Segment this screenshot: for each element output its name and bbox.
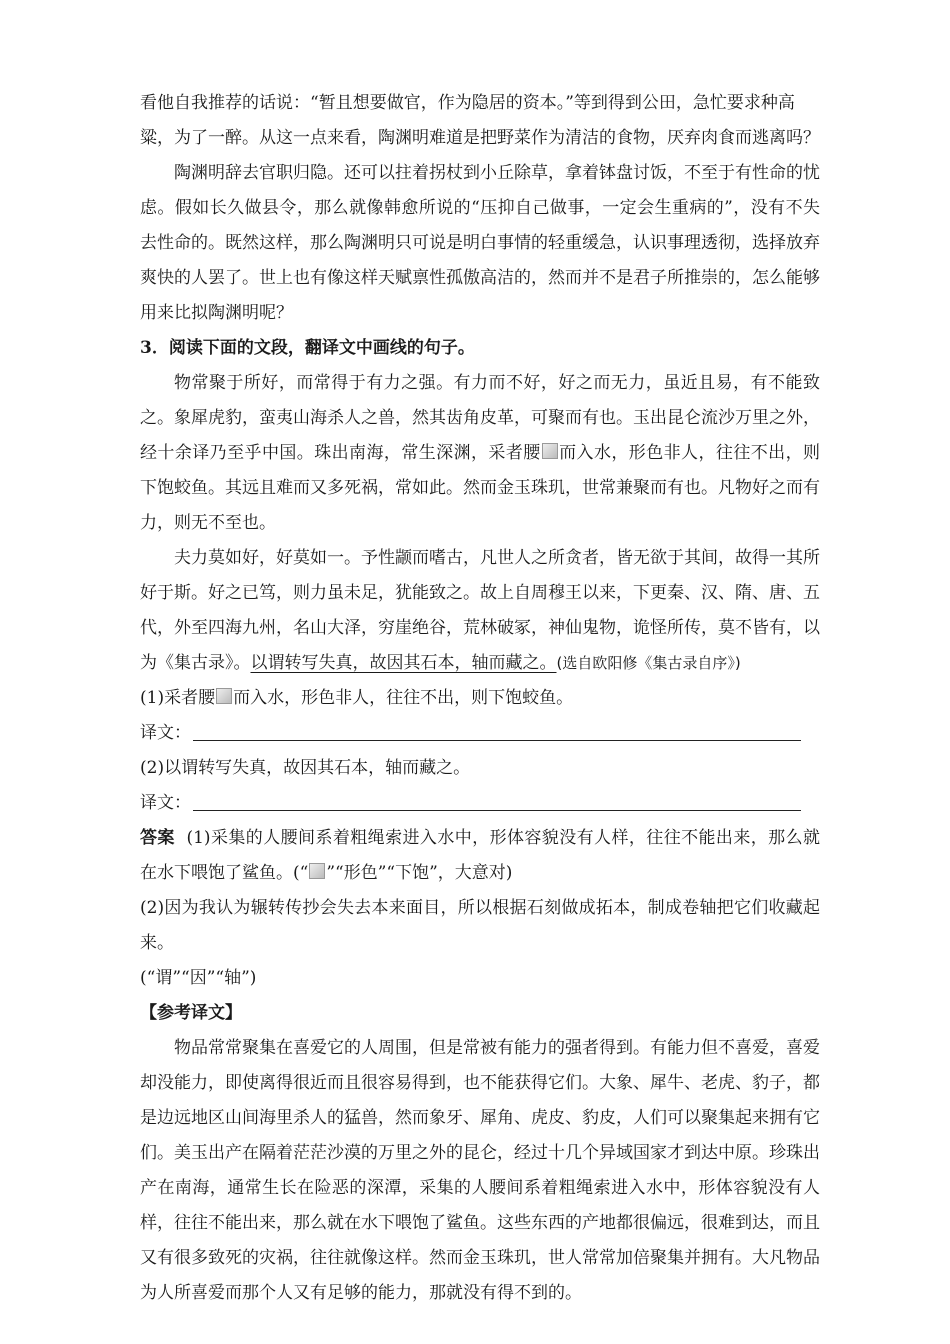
passage-1-text-after: 而入水，形色非人，往往不出，则下饱蛟鱼。其远且难而又多死祸，常如此。然而金玉珠玑，世常兼聚而有也。凡物好之而有力，则无不至也。 [140, 443, 821, 533]
sub-question-1-after: 而入水，形色非人，往往不出，则下饱蛟鱼。 [233, 688, 574, 708]
translation-blank-1[interactable] [193, 740, 801, 741]
passage-1-text-before: 物常聚于所好，而常得于有力之强。有力而不好，好之而无力，虽近且易，有不能致之。象犀虎豹，蛮夷山海杀人之兽，然其齿角皮革，可聚而有也。玉出昆仑流沙万里之外，经十余译乃至乎中国。珠出南海，常生深渊，采者腰 [140, 373, 820, 463]
rare-character-glyph-icon [542, 443, 558, 459]
answer-2-line-1: (2)因为我认为辗转传抄会失去本来面目，所以根据石刻做成拓本，制成卷轴把它们收藏起来。 [140, 898, 820, 953]
answer-1-main: (1)采集的人腰间系着粗绳索进入水中，形体容貌没有人样，往往不能出来，那么就在水下喂饱了鲨鱼。(“ [140, 828, 820, 883]
answer-2-line-2: (“谓”“因”“轴”) [140, 968, 257, 988]
question-3-heading: 3．阅读下面的文段，翻译文中画线的句子。 [140, 338, 475, 358]
document-body [140, 86, 820, 1311]
answer-1 [140, 821, 820, 891]
paragraph-1-line-2: 粱，为了一醉。从这一点来看，陶渊明难道是把野菜作为清洁的食物，厌弃肉食而逃离吗？ [140, 128, 820, 148]
translation-line-1 [140, 716, 820, 751]
passage-2-text: 夫力莫如好，好莫如一。予性颛而嗜古，凡世人之所贪者，皆无欲于其间，故得一其所好于斯。好之已笃，则力虽未足，犹能致之。故上自周穆王以来，下更秦、汉、隋、唐、五代，外至四海九州，名山大泽，穷崖绝谷，荒林破冢，神仙鬼物，诡怪所传，莫不皆有，以为《集古录》。 [140, 548, 820, 673]
rare-character-glyph-icon [216, 688, 232, 704]
reference-translation-text: 物品常常聚集在喜爱它的人周围，但是常被有能力的强者得到。有能力但不喜爱，喜爱却没能力，即使离得很近而且很容易得到，也不能获得它们。大象、犀牛、老虎、豹子，都是边远地区山间海里杀人的猛兽，然而象牙、犀角、虎皮、豹皮，人们可以聚集起来拥有它们。美玉出产在隔着茫茫沙漠的万里之外的昆仑，经过十几个异域国家才到达中原。珍珠出产在南海，通常生长在险恶的深潭，采集的人腰间系着粗绳索进入水中，形体容貌没有人样，往往不能出来，那么就在水下喂饱了鲨鱼。这些东西的产地都很偏远，很难到达，而且又有很多致死的灾祸，往往就像这样。然而金玉珠玑，世人常常加倍聚集并拥有。大凡物品为人所喜爱而那个人又有足够的能力，那就没有得不到的。 [140, 1038, 820, 1303]
sub-question-1-before: (1)采者腰 [140, 688, 216, 708]
translation-label: 译文： [140, 723, 191, 743]
passage-paragraph-1 [140, 366, 820, 541]
paragraph-1-line-1: 看他自我推荐的话说：“暂且想要做官，作为隐居的资本。”等到得到公田，急忙要求种高 [140, 93, 795, 113]
passage-paragraph-2 [140, 541, 820, 681]
reference-translation-heading: 【参考译文】 [140, 1003, 242, 1023]
answer-label: 答案 [140, 828, 175, 848]
passage-source: (选自欧阳修《集古录自序》) [556, 654, 741, 672]
translation-line-2 [140, 786, 820, 821]
translation-blank-2[interactable] [193, 810, 801, 811]
rare-character-glyph-icon [309, 863, 325, 879]
underlined-sentence: 以谓转写失真，故因其石本，轴而藏之。 [250, 653, 557, 673]
answer-1-rest: ”“形色”“下饱”，大意对) [326, 863, 513, 883]
translation-label: 译文： [140, 793, 191, 813]
paragraph-2: 陶渊明辞去官职归隐。还可以拄着拐杖到小丘除草，拿着钵盘讨饭，不至于有性命的忧虑。假如长久做县令，那么就像韩愈所说的“压抑自己做事，一定会生重病的”，没有不失去性命的。既然这样，那么陶渊明只可说是明白事情的轻重缓急，认识事理透彻，选择放弃爽快的人罢了。世上也有像这样天赋禀性孤傲高洁的，然而并不是君子所推崇的，怎么能够用来比拟陶渊明呢？ [140, 163, 820, 323]
sub-question-1 [140, 681, 820, 716]
sub-question-2: (2)以谓转写失真，故因其石本，轴而藏之。 [140, 758, 471, 778]
